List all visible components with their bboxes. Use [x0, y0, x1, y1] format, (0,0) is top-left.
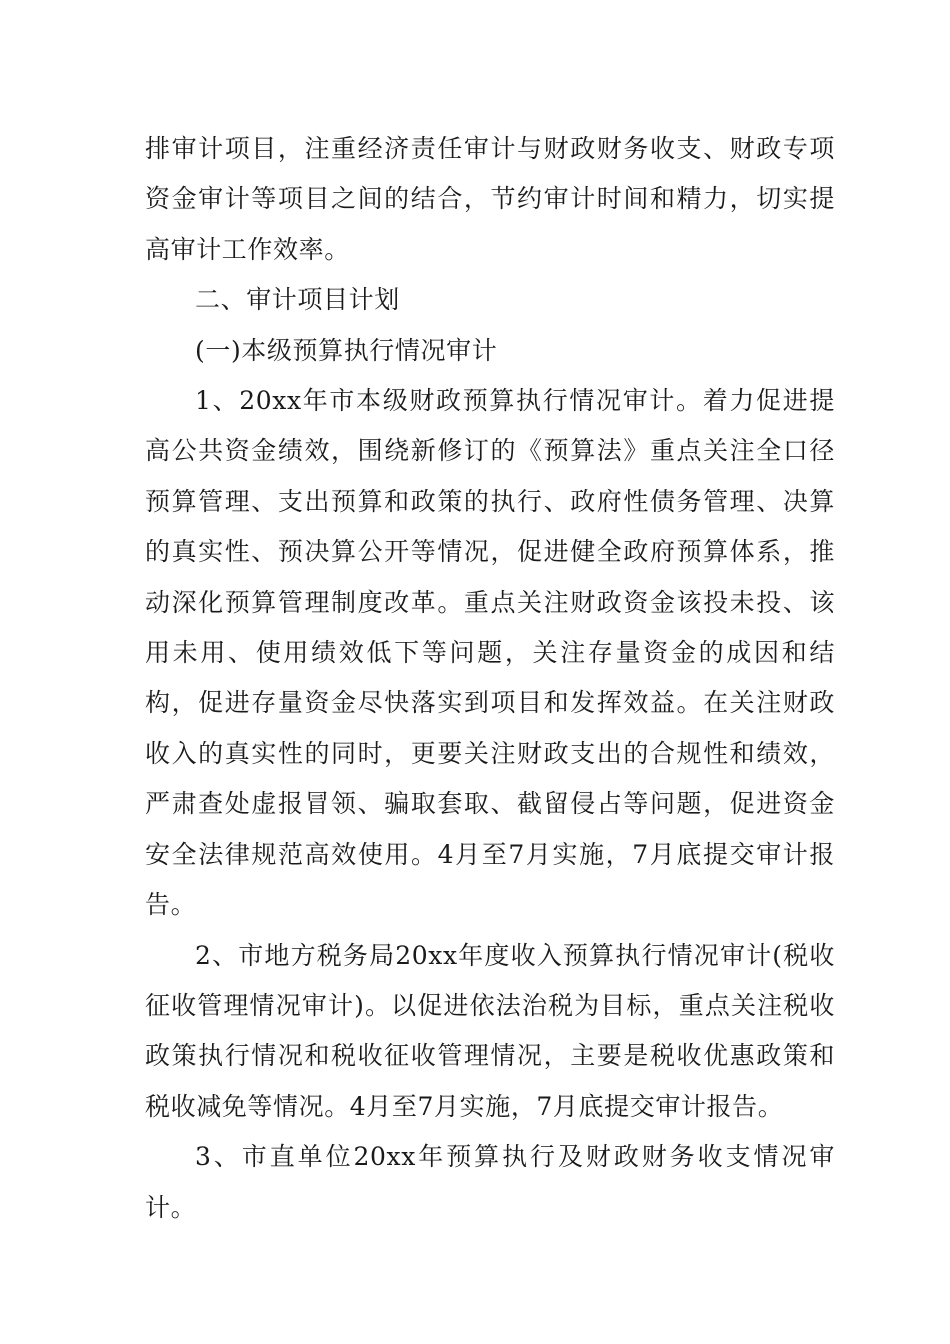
paragraph-continuation: 排审计项目，注重经济责任审计与财政财务收支、财政专项资金审计等项目之间的结合，节约审计时间和精力，切实提高审计工作效率。 [145, 134, 835, 264]
document-body [145, 124, 835, 1233]
section-heading: 二、审计项目计划 [195, 285, 400, 315]
paragraph-item-1: 1、20xx年市本级财政预算执行情况审计。着力促进提高公共资金绩效，围绕新修订的《预算法》重点关注全口径预算管理、支出预算和政策的执行、政府性债务管理、决算的真实性、预决算公开等情况，促进健全政府预算体系，推动深化预算管理制度改革。重点关注财政资金该投未投、该用未用、使用绩效低下等问题，关注存量资金的成因和结构，促进存量资金尽快落实到项目和发挥效益。在关注财政收入的真实性的同时，更要关注财政支出的合规性和绩效，严肃查处虚报冒领、骗取套取、截留侵占等问题，促进资金安全法律规范高效使用。4月至7月实施，7月底提交审计报告。 [145, 386, 835, 920]
paragraph-item-2: 2、市地方税务局20xx年度收入预算执行情况审计(税收征收管理情况审计)。以促进依法治税为目标，重点关注税收政策执行情况和税收征收管理情况，主要是税收优惠政策和税收减免等情况。4月至7月实施，7月底提交审计报告。 [145, 940, 835, 1121]
paragraph-item-3: 3、市直单位20xx年预算执行及财政财务收支情况审计。 [145, 1142, 835, 1222]
subsection-heading: (一)本级预算执行情况审计 [195, 335, 498, 365]
